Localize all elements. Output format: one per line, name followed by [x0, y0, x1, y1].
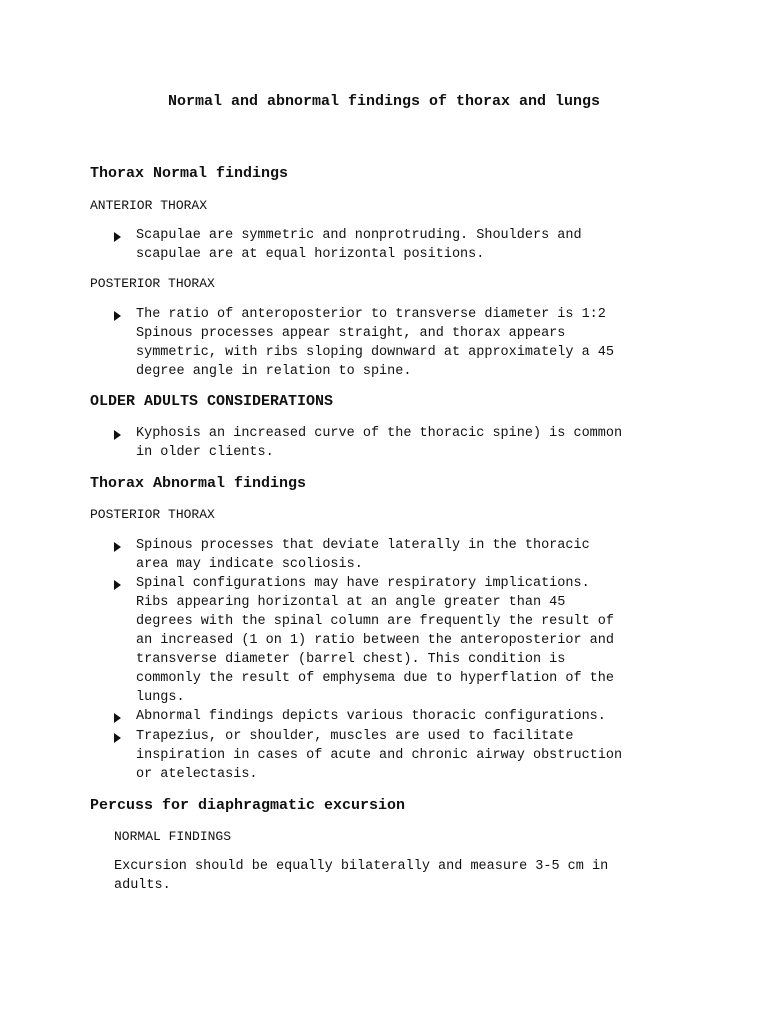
paragraph-line: adults.: [114, 878, 171, 893]
bullet-line: an increased (1 on 1) ratio between the anteroposterior and: [136, 633, 614, 648]
bullet-line: degrees with the spinal column are frequently the result of: [136, 614, 614, 629]
bullet-line: The ratio of anteroposterior to transverse diameter is 1:2: [136, 307, 606, 322]
arrowhead-bullet-icon: [114, 307, 121, 326]
bullet-line: scapulae are at equal horizontal positions.: [136, 247, 485, 262]
arrowhead-bullet-icon: [114, 729, 121, 748]
bullet-line: or atelectasis.: [136, 767, 258, 782]
bullet-line: area may indicate scoliosis.: [136, 557, 363, 572]
bullet-line: Scapulae are symmetric and nonprotruding. Shoulders and: [136, 228, 582, 243]
bullet-line: Spinous processes appear straight, and thorax appears: [136, 326, 566, 341]
heading-thorax-normal: Thorax Normal findings: [90, 165, 289, 182]
bullet-line: Spinal configurations may have respiratory implications.: [136, 576, 590, 591]
bullet-line: Ribs appearing horizontal at an angle greater than 45: [136, 595, 566, 610]
bullet-line: Trapezius, or shoulder, muscles are used to facilitate: [136, 729, 574, 744]
bullet-line: Spinous processes that deviate laterally in the thoracic: [136, 538, 590, 553]
bullet-line: symmetric, with ribs sloping downward at approximately a 45: [136, 345, 614, 360]
bullet-line: Kyphosis an increased curve of the thoracic spine) is common: [136, 426, 623, 441]
arrowhead-bullet-icon: [114, 426, 121, 445]
bullet-line: in older clients.: [136, 445, 274, 460]
arrowhead-bullet-icon: [114, 228, 121, 247]
bullet-line: inspiration in cases of acute and chronic airway obstruction: [136, 748, 623, 763]
label-normal-findings: NORMAL FINDINGS: [114, 829, 232, 844]
heading-older-adults: OLDER ADULTS CONSIDERATIONS: [90, 393, 334, 410]
bullet-line: commonly the result of emphysema due to hyperflation of the: [136, 671, 614, 686]
arrowhead-bullet-icon: [114, 538, 121, 557]
label-posterior-thorax: POSTERIOR THORAX: [90, 507, 215, 522]
label-posterior-thorax: POSTERIOR THORAX: [90, 276, 215, 291]
label-anterior-thorax: ANTERIOR THORAX: [90, 198, 208, 213]
bullet-line: Abnormal findings depicts various thoracic configurations.: [136, 709, 606, 724]
bullet-line: degree angle in relation to spine.: [136, 364, 412, 379]
document-title: Normal and abnormal findings of thorax and lungs: [167, 93, 601, 110]
bullet-line: lungs.: [136, 690, 185, 705]
arrowhead-bullet-icon: [114, 709, 121, 728]
arrowhead-bullet-icon: [114, 576, 121, 595]
heading-thorax-abnormal: Thorax Abnormal findings: [90, 475, 307, 492]
paragraph-line: Excursion should be equally bilaterally and measure 3-5 cm in: [114, 859, 609, 874]
bullet-line: transverse diameter (barrel chest). This condition is: [136, 652, 566, 667]
heading-percuss: Percuss for diaphragmatic excursion: [90, 797, 406, 814]
